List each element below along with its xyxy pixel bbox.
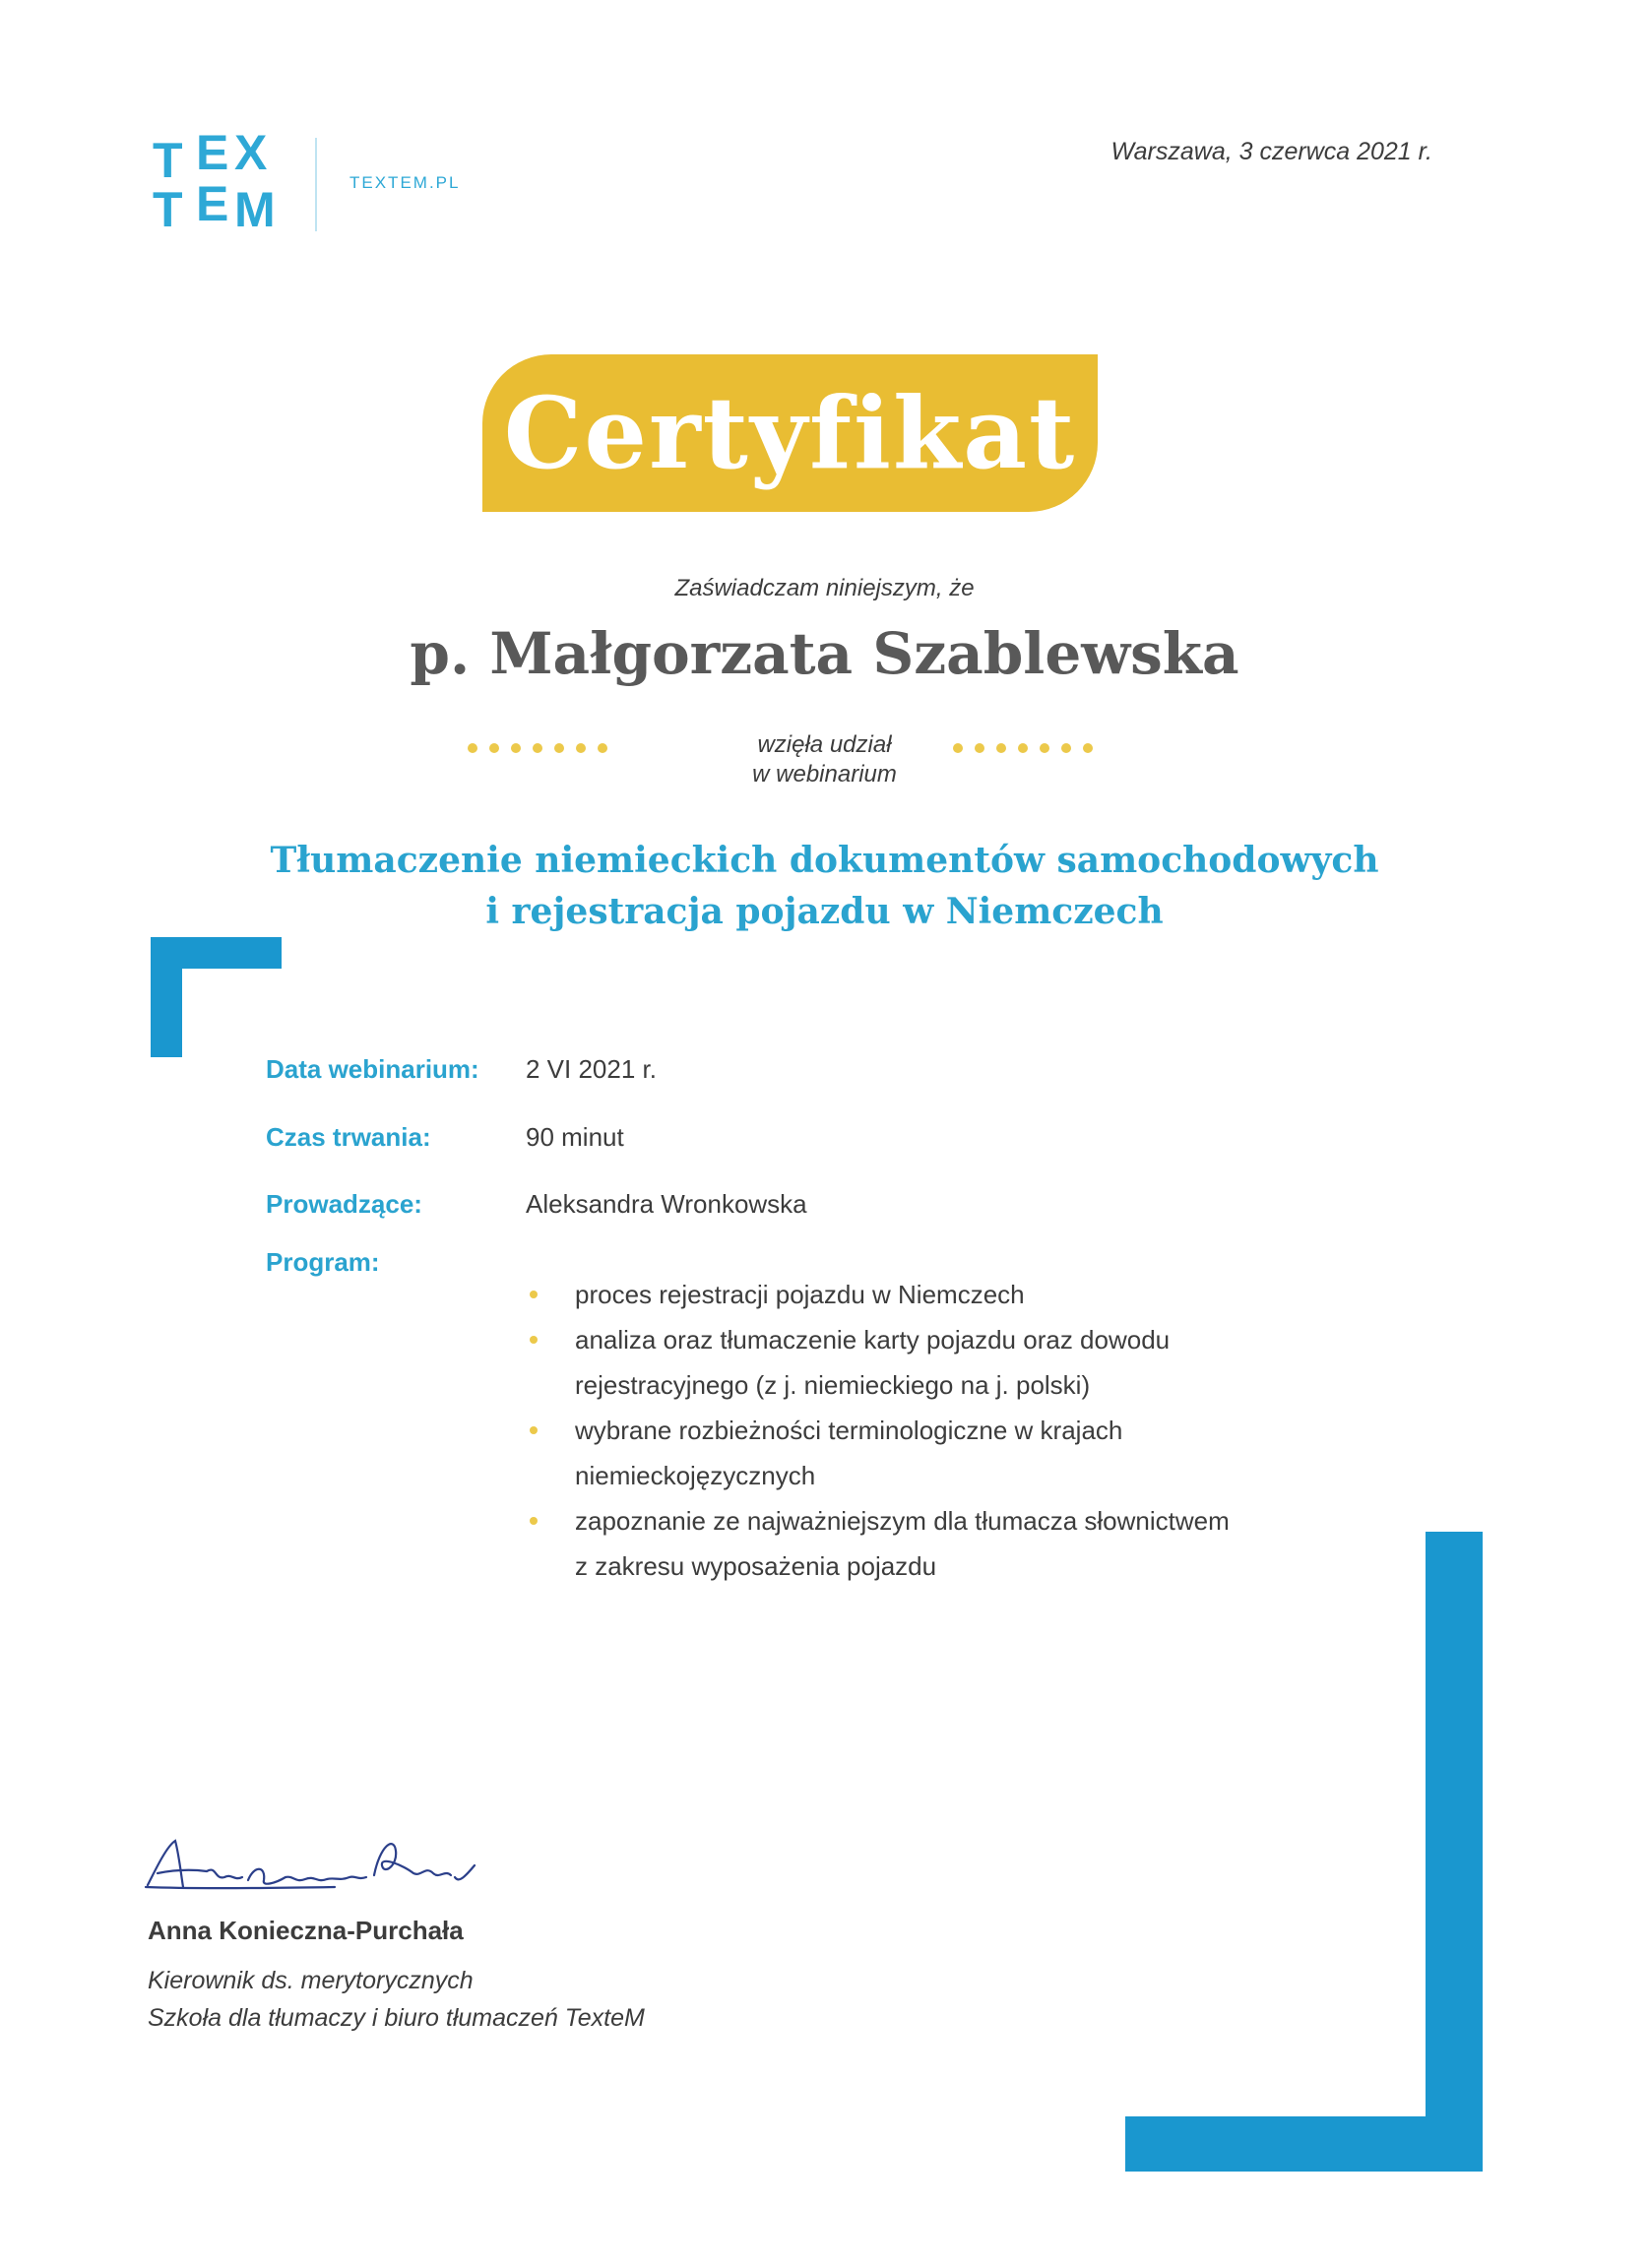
participation-text: [0, 730, 1649, 789]
hosts-value: Aleksandra Wronkowska: [526, 1189, 807, 1219]
program-list: [530, 1272, 1347, 1589]
handwritten-signature: [138, 1826, 492, 1905]
program-item: proces rejestracji pojazdu w Niemczech: [530, 1272, 1347, 1317]
logo-letter-m: M: [234, 182, 276, 237]
corner-bracket-bottom-right: [1426, 1532, 1483, 2172]
signer-name: Anna Konieczna-Purchała: [148, 1916, 464, 1945]
webinar-title-line-2: i rejestracja pojazdu w Niemczech: [485, 891, 1164, 932]
participation-line-1: wzięła udział: [757, 731, 892, 758]
bullet-icon: [530, 1291, 538, 1298]
logo-letter-t1: T: [153, 133, 183, 188]
bullet-icon: [530, 1517, 538, 1525]
duration-label: Czas trwania:: [266, 1122, 431, 1152]
corner-bracket-top-left-horizontal: [151, 937, 282, 969]
place-date: Warszawa, 3 czerwca 2021 r.: [1110, 138, 1432, 165]
program-label: Program:: [266, 1247, 380, 1277]
logo-divider: [315, 138, 317, 231]
duration-value: 90 minut: [526, 1122, 624, 1152]
logo-letter-t2: T: [153, 182, 183, 237]
certificate-title: Certyfikat: [503, 375, 1077, 491]
program-item: wybrane rozbieżności terminologiczne w krajach niemieckojęzycznych: [530, 1408, 1347, 1498]
bullet-icon: [530, 1426, 538, 1434]
logo-letter-e2: E: [196, 176, 229, 231]
corner-bracket-bottom-right-horizontal: [1125, 2116, 1483, 2172]
decorative-dots-right: [953, 743, 1093, 753]
bullet-icon: [530, 1336, 538, 1344]
date-value: 2 VI 2021 r.: [526, 1054, 657, 1084]
program-item: analiza oraz tłumaczenie karty pojazdu oraz dowodu rejestracyjnego (z j. niemieckiego na j. polski): [530, 1317, 1347, 1408]
participation-line-2: w webinarium: [752, 761, 897, 788]
recipient-name: p. Małgorzata Szablewska: [410, 620, 1239, 687]
hosts-label: Prowadzące:: [266, 1189, 422, 1219]
webinar-title: [0, 835, 1649, 937]
webinar-title-line-1: Tłumaczenie niemieckich dokumentów samochodowych: [270, 840, 1379, 881]
logo-letter-e1: E: [196, 128, 229, 180]
date-label: Data webinarium:: [266, 1054, 479, 1084]
intro-text: Zaświadczam niniejszym, że: [674, 575, 975, 601]
signer-role: Kierownik ds. merytorycznych: [148, 1967, 474, 1994]
logo-site-label: TEXTEM.PL: [349, 173, 461, 192]
certificate-banner: [482, 354, 1098, 512]
signer-organization: Szkoła dla tłumaczy i biuro tłumaczeń TexteM: [148, 2004, 645, 2032]
logo-letter-x: X: [234, 128, 268, 180]
program-item: zapoznanie ze najważniejszym dla tłumacza słownictwem z zakresu wyposażenia pojazdu: [530, 1498, 1347, 1589]
